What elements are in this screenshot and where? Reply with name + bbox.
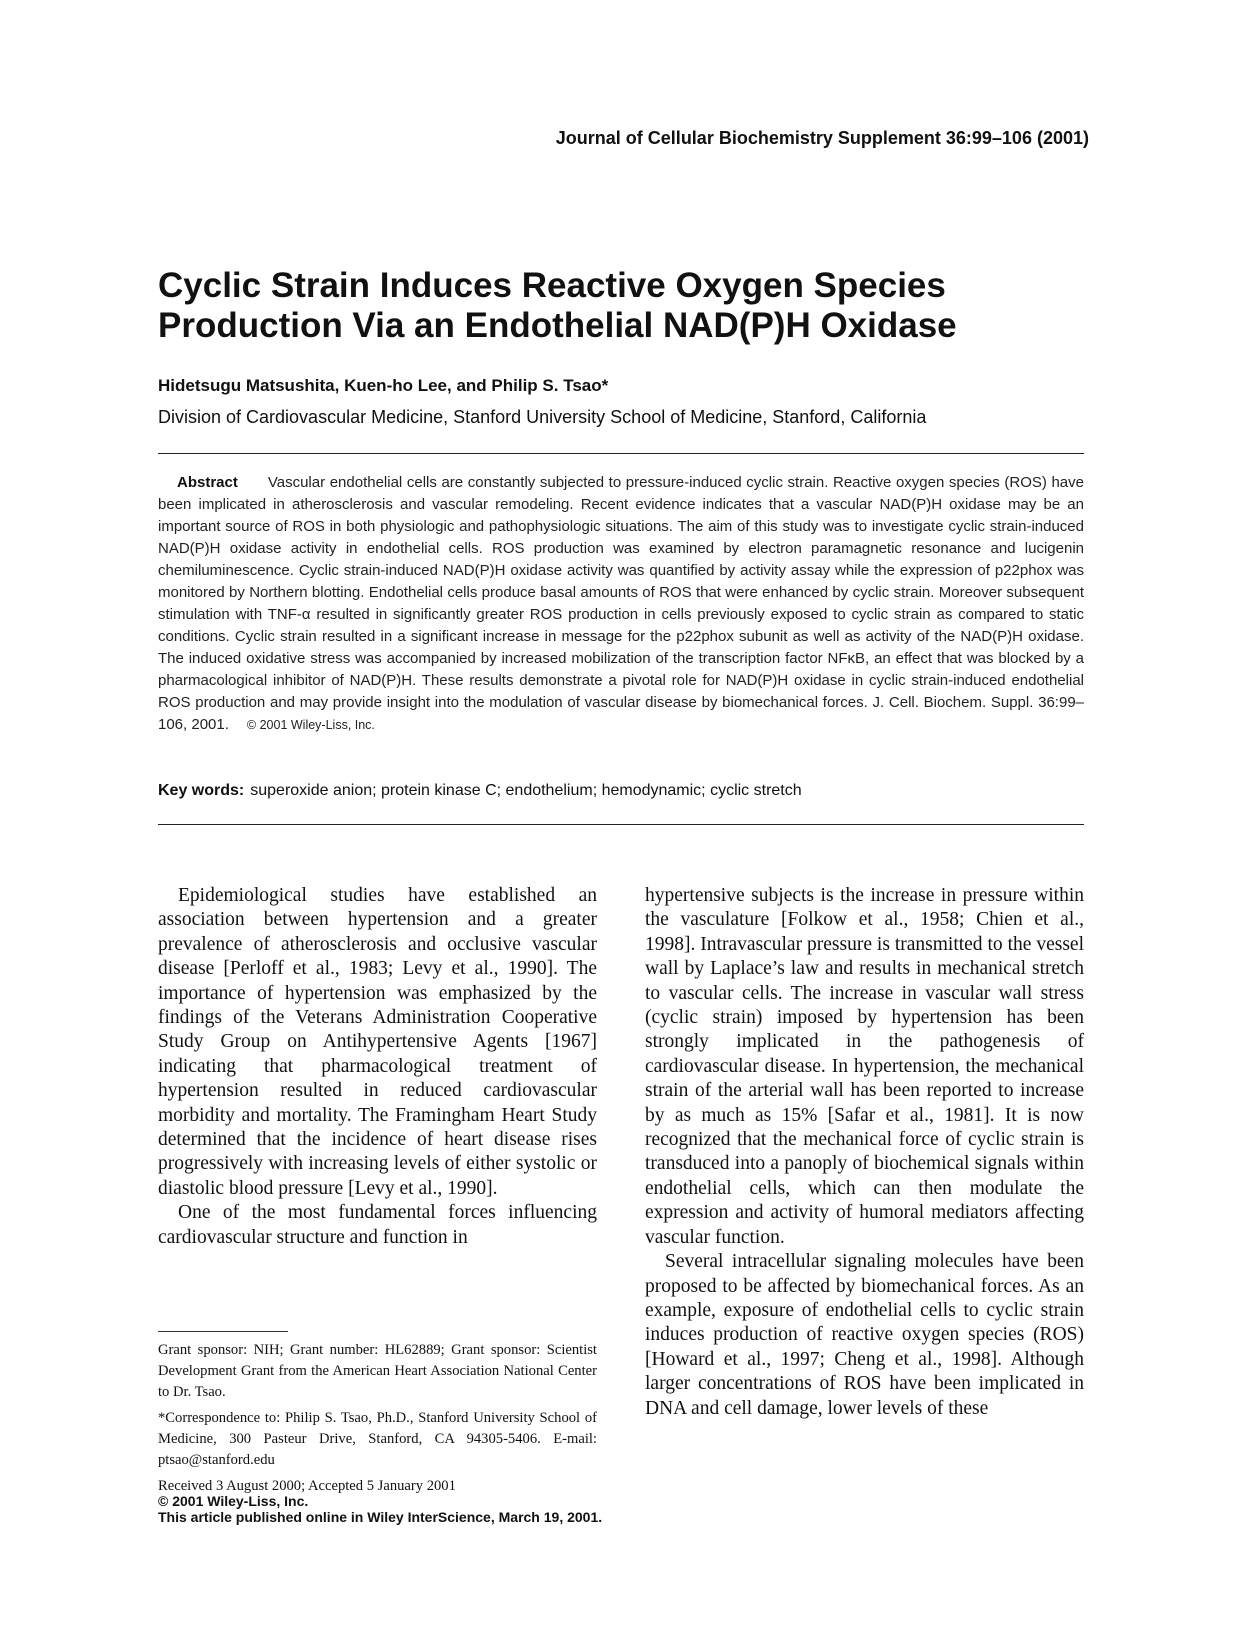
body-paragraph: One of the most fundamental forces influencing cardiovascular structure and function in	[158, 1202, 597, 1248]
abstract-copyright: © 2001 Wiley-Liss, Inc.	[246, 718, 375, 732]
abstract	[158, 472, 1084, 736]
affiliation: Division of Cardiovascular Medicine, Stanford University School of Medicine, Stanford, California	[158, 407, 927, 427]
title-line-2: Production Via an Endothelial NAD(P)H Oxidase	[158, 306, 957, 345]
grant-footnote: Grant sponsor: NIH; Grant number: HL62889; Grant sponsor: Scientist Development Grant from the American Heart Association National Center to Dr. Tsao.	[158, 1342, 597, 1400]
footnote-divider	[158, 1331, 288, 1332]
top-divider	[158, 453, 1084, 454]
bottom-divider	[158, 824, 1084, 825]
publication-info	[158, 1493, 602, 1525]
abstract-text: Vascular endothelial cells are constantly subjected to pressure-induced cyclic strain. Reactive oxygen species (ROS) have been implicated in atherosclerosis and vascular remodeling. Recent evidence indicates that a vascular NAD(P)H oxidase may be an important source of ROS in both physiologic and pathophysiologic situations. The aim of this study was to investigate cyclic strain-induced NAD(P)H oxidase activity in endothelial cells. ROS production was examined by electron paramagnetic resonance and lucigenin chemiluminescence. Cyclic strain-induced NAD(P)H oxidase activity was quantified by activity assay while the expression of p22phox was monitored by Northern blotting. Endothelial cells produce basal amounts of ROS that were enhanced by cyclic strain. Moreover subsequent stimulation with TNF-α resulted in significantly greater ROS production in cells previously exposed to cyclic strain as compared to static conditions. Cyclic strain resulted in a significant increase in message for the p22phox subunit as well as activity of the NAD(P)H oxidase. The induced oxidative stress was accompanied by increased mobilization of the transcription factor NFκB, an effect that was blocked by a pharmacological inhibitor of NAD(P)H. These results demonstrate a pivotal role for NAD(P)H oxidase in cyclic strain-induced endothelial ROS production and may provide insight into the modulation of vascular disease by biomechanical forces. J. Cell. Biochem. Suppl. 36:99–106, 2001.	[158, 474, 1084, 733]
title-line-1: Cyclic Strain Induces Reactive Oxygen Species	[158, 266, 946, 305]
body-paragraph: hypertensive subjects is the increase in pressure within the vasculature [Folkow et al., 1958; Chien et al., 1998]. Intravascular pressure is transmitted to the vessel wall by Laplace’s law and results in mechanical stretch to vascular cells. The increase in vascular wall stress (cyclic strain) imposed by hypertension has been strongly implicated in the pathogenesis of cardiovascular disease. In hypertension, the mechanical strain of the arterial wall has been reported to increase by as much as 15% [Safar et al., 1981]. It is now recognized that the mechanical force of cyclic strain is transduced into a panoply of biochemical signals within endothelial cells, which can then modulate the expression and activity of humoral mediators affecting vascular function.	[645, 885, 1084, 1248]
footnotes	[158, 1340, 597, 1502]
body-column-right	[645, 884, 1084, 1421]
publisher-copyright: © 2001 Wiley-Liss, Inc.	[158, 1493, 309, 1509]
body-paragraph: Several intracellular signaling molecules have been proposed to be affected by biomechanical forces. As an example, exposure of endothelial cells to cyclic strain induces production of reactive oxygen species (ROS) [Howard et al., 1997; Cheng et al., 1998]. Although larger concentrations of ROS have been implicated in DNA and cell damage, lower levels of these	[645, 1251, 1084, 1419]
abstract-label: Abstract	[177, 474, 238, 491]
body-column-left	[158, 884, 597, 1250]
article-title	[158, 266, 1098, 346]
keywords-text: superoxide anion; protein kinase C; endothelium; hemodynamic; cyclic stretch	[250, 782, 802, 799]
keywords-label: Key words:	[158, 782, 245, 799]
body-paragraph: Epidemiological studies have established an association between hypertension and a greater prevalence of atherosclerosis and occlusive vascular disease [Perloff et al., 1983; Levy et al., 1990]. The importance of hypertension was emphasized by the findings of the Veterans Administration Cooperative Study Group on Antihypertensive Agents [1967] indicating that pharmacological treatment of hypertension resulted in reduced cardiovascular morbidity and mortality. The Framingham Heart Study determined that the incidence of heart disease rises progressively with increasing levels of either systolic or diastolic blood pressure [Levy et al., 1990].	[158, 885, 597, 1199]
journal-reference: Journal of Cellular Biochemistry Supplement 36:99–106 (2001)	[555, 128, 1089, 148]
received-footnote: Received 3 August 2000; Accepted 5 January 2001	[158, 1478, 456, 1494]
correspondence-footnote: *Correspondence to: Philip S. Tsao, Ph.D., Stanford University School of Medicine, 300 Pasteur Drive, Stanford, CA 94305-5406. E-mail: ptsao@stanford.edu	[158, 1410, 597, 1468]
keywords	[158, 782, 802, 800]
online-publication-note: This article published online in Wiley InterScience, March 19, 2001.	[158, 1509, 603, 1525]
author-list: Hidetsugu Matsushita, Kuen-ho Lee, and Philip S. Tsao*	[158, 376, 609, 395]
